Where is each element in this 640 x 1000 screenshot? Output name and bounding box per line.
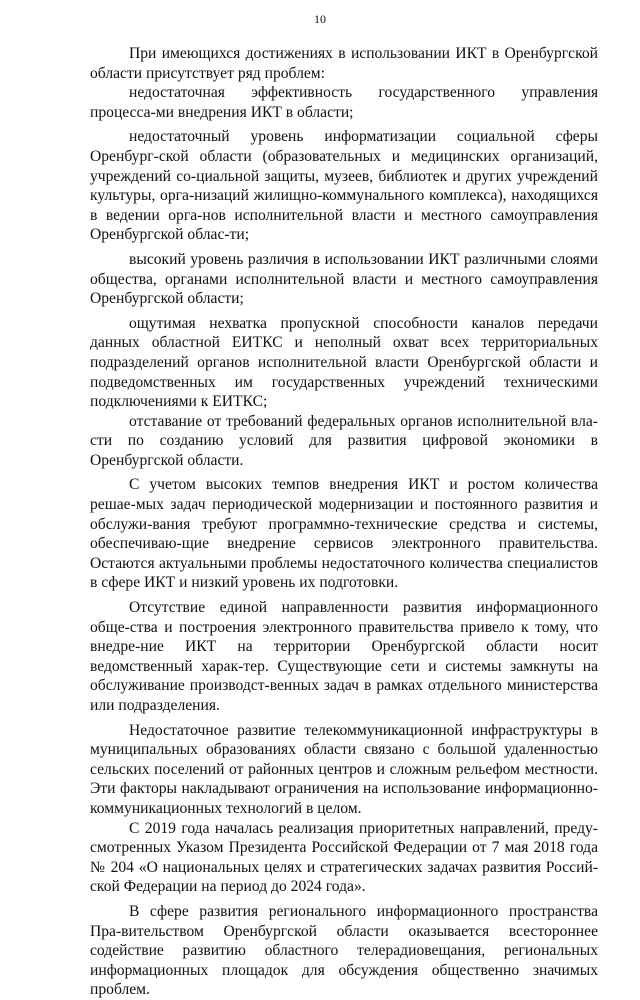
- paragraph-problem-bandwidth: ощутимая нехватка пропускной способности каналов передачи данных областной ЕИТКС и неполный охват всех территориальных подразделений органов исполнительной власти Оренбургской области и подведомственных им государственных учреждений техническими подключениями к ЕИТКС;: [90, 314, 598, 411]
- paragraph-intro: При имеющихся достижениях в использовании ИКТ в Оренбургской области присутствует ряд проблем:: [90, 45, 598, 82]
- paragraph-problem-social-sphere: недостаточный уровень информатизации социальной сферы Оренбург-ской области (образовательных и медицинских организаций, учреждений со-циальной защиты, музеев, библиотек и других учреждений культуры, орга-низаций жилищно-коммунального комплекса), находящихся в ведении орга-нов исполнительной власти и местного самоуправления Оренбургской облас-ти;: [90, 128, 598, 244]
- paragraph-problem-inequality: высокий уровень различия в использовании ИКТ различными слоями общества, органами исполнительной власти и местного самоуправления Оренбургской области;: [90, 250, 598, 308]
- paragraph-ict-growth: С учетом высоких темпов внедрения ИКТ и ростом количества решае-мых задач периодической модернизации и постоянного развития и обслужи-вания требуют программно-технические средства и системы, обеспечиваю-щие внедрение сервисов электронного правительства. Остаются актуальными проблемы недостаточного количества специалистов в сфере ИКТ и низкий уровень их подготовки.: [90, 476, 598, 592]
- document-body: [90, 44, 598, 1000]
- paragraph-problem-digital-economy: отставание от требований федеральных органов исполнительной вла-сти по созданию условий для развития цифровой экономики в Оренбургской области.: [90, 412, 598, 469]
- page-number: 10: [314, 12, 326, 26]
- paragraph-regional-info-space: В сфере развития регионального информационного пространства Пра-вительством Оренбургской области оказывается всестороннее содействие развитию областного телерадиовещания, региональных информационных площадок для обсуждения общественно значимых проблем.: [90, 902, 598, 999]
- paragraph-national-goals: С 2019 года началась реализация приоритетных направлений, преду-смотренных Указом Президента Российской Федерации от 7 мая 2018 года № 204 «О национальных целях и стратегических задачах развития Россий-ской Федерации на период до 2024 года».: [90, 819, 598, 896]
- paragraph-no-unified-direction: Отсутствие единой направленности развития информационного обще-ства и построения электронного правительства привело к тому, что внедре-ние ИКТ на территории Оренбургской области носит ведомственный харак-тер. Существующие сети и системы замкнуты на обслуживание производст-венных задач в рамках отдельного министерства или подразделения.: [90, 599, 598, 714]
- paragraph-telecom-infrastructure: Недостаточное развитие телекоммуникационной инфраструктуры в муниципальных образованиях области связано с большой удаленностью сельских поселений от районных центров и сложным рельефом местности. Эти факторы накладывают ограничения на использование информационно-коммуникационных технологий в целом.: [90, 721, 598, 817]
- paragraph-problem-governance: недостаточная эффективность государственного управления процесса-ми внедрения ИКТ в области;: [90, 84, 598, 121]
